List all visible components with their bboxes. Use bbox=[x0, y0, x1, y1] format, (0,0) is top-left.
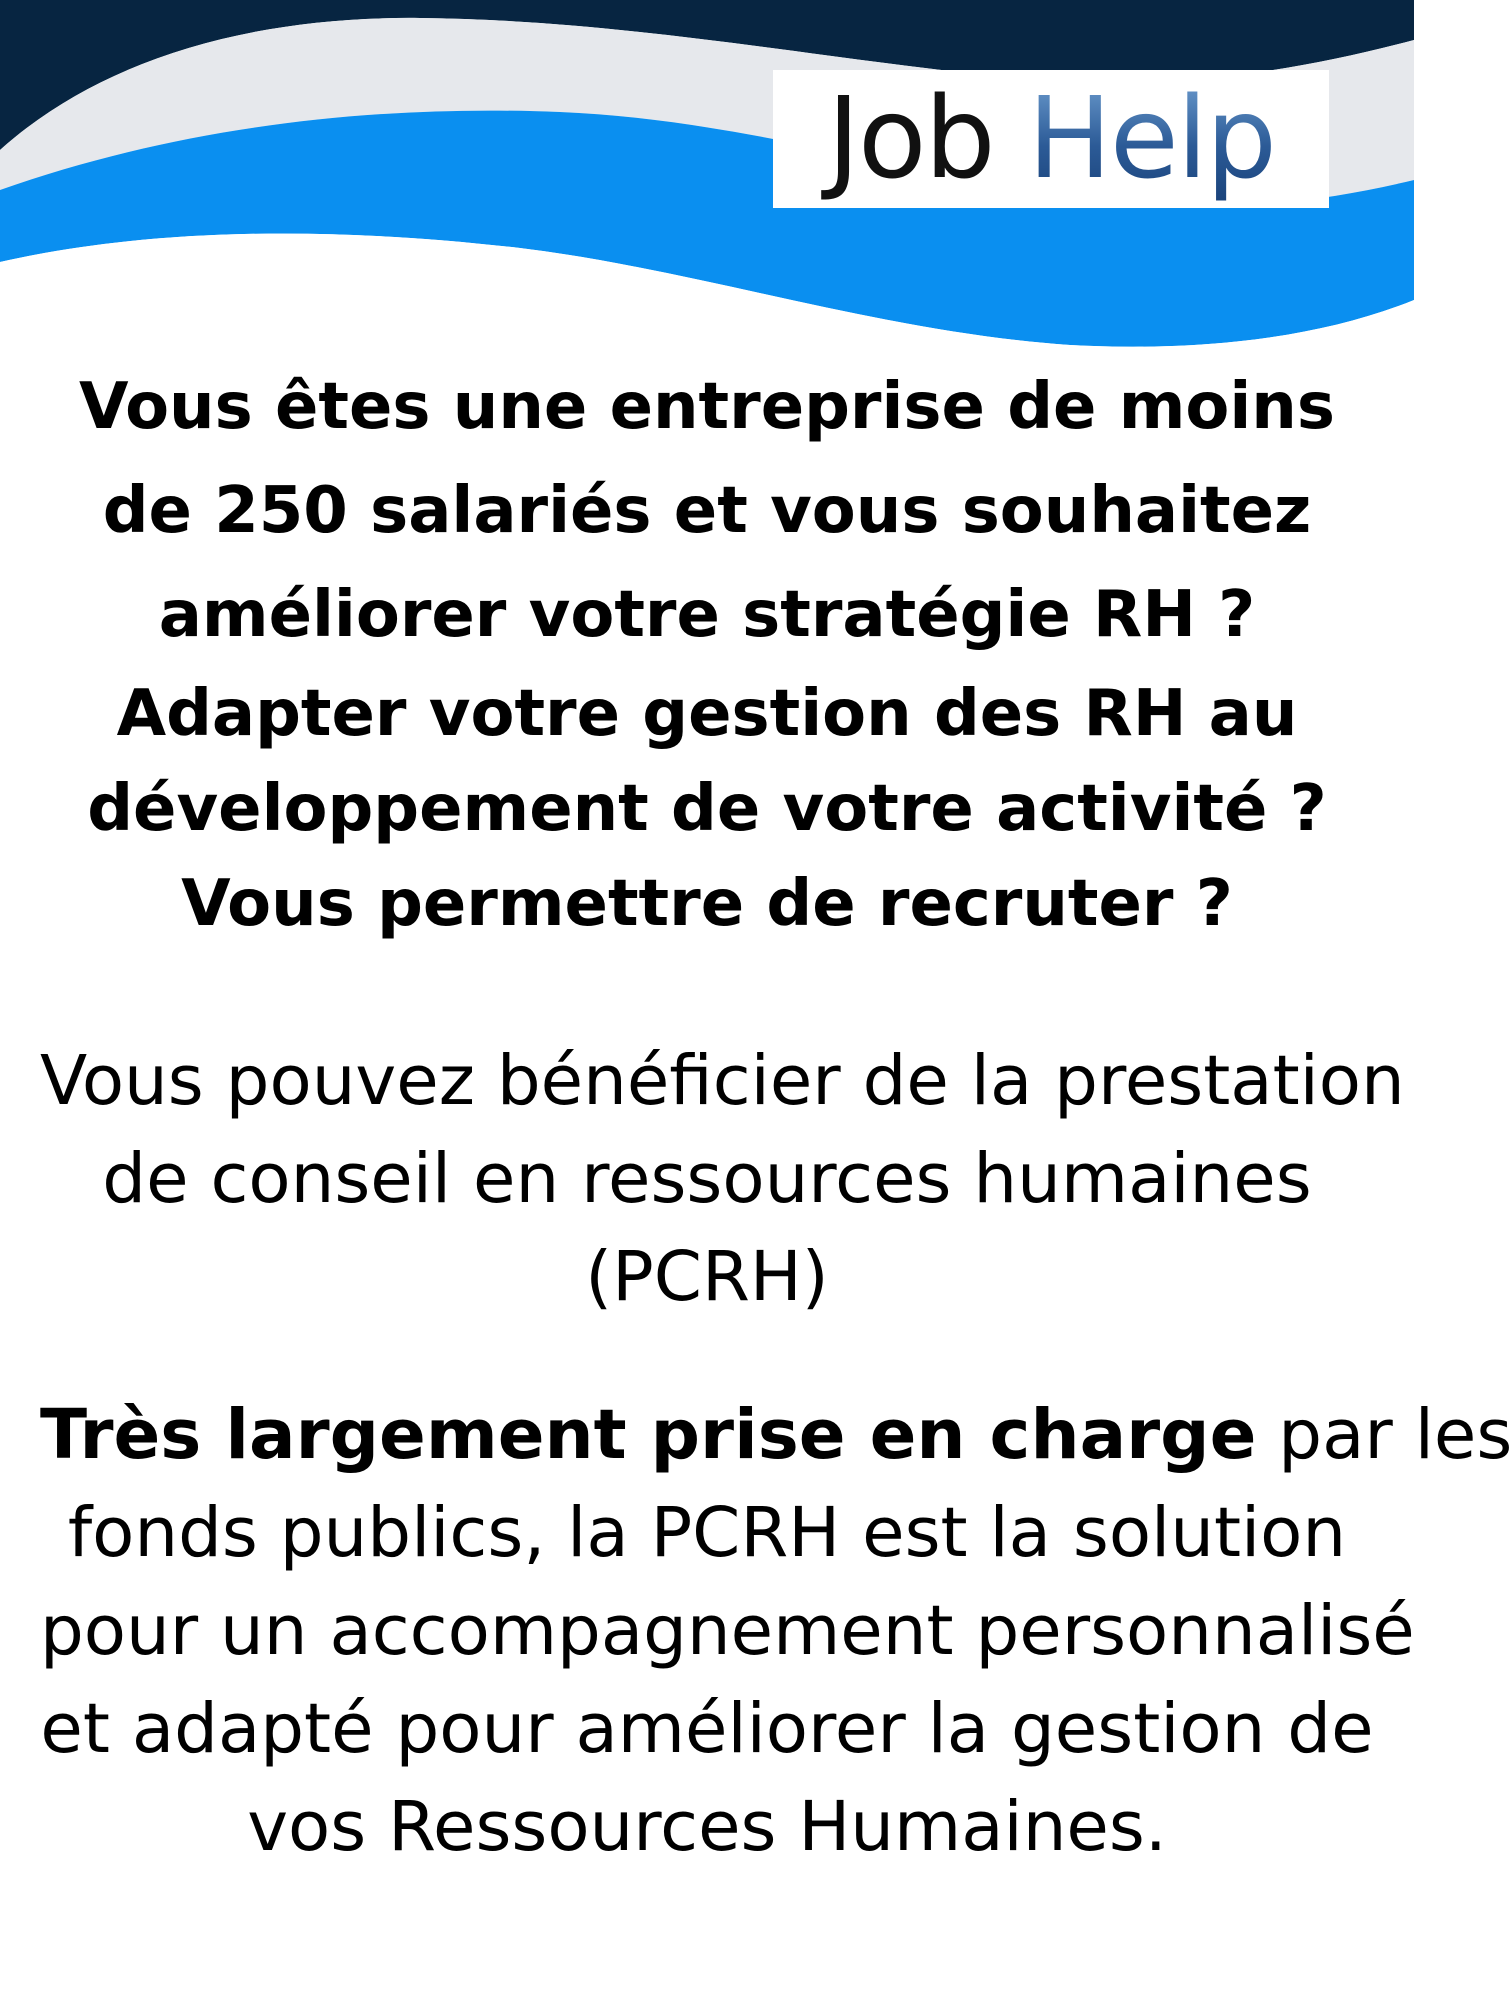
prestation-paragraph bbox=[40, 1032, 1405, 1326]
question-line: améliorer votre stratégie RH ? bbox=[158, 578, 1256, 652]
support-line-first-rest: par les bbox=[1256, 1395, 1512, 1475]
support-line: vos Ressources Humaines. bbox=[247, 1787, 1167, 1867]
question-line: Vous permettre de recruter ? bbox=[181, 867, 1233, 941]
question-line: développement de votre activité ? bbox=[87, 772, 1327, 846]
prestation-line: Vous pouvez bénéficier de la prestation bbox=[40, 1041, 1405, 1121]
question-line: de 250 salariés et vous souhaitez bbox=[102, 474, 1312, 548]
logo-word-job: Job bbox=[827, 74, 994, 204]
support-line: fonds publics, la PCRH est la solution bbox=[67, 1493, 1347, 1573]
support-line-first bbox=[40, 1386, 1512, 1484]
job-help-logo bbox=[773, 70, 1329, 208]
support-bold-lead: Très largement prise en charge bbox=[40, 1395, 1257, 1475]
support-line: pour un accompagnement personnalisé bbox=[40, 1591, 1415, 1671]
logo-word-help: Help bbox=[1027, 74, 1275, 204]
logo-text bbox=[827, 74, 1275, 204]
questions-block bbox=[40, 355, 1374, 952]
question-line: Adapter votre gestion des RH au bbox=[116, 677, 1298, 751]
prestation-line: de conseil en ressources humaines bbox=[102, 1139, 1312, 1219]
main-content bbox=[40, 355, 1512, 1876]
support-line: et adapté pour améliorer la gestion de bbox=[40, 1689, 1374, 1769]
question-line: Vous êtes une entreprise de moins bbox=[79, 370, 1335, 444]
prestation-line: (PCRH) bbox=[585, 1237, 829, 1317]
support-paragraph bbox=[40, 1386, 1512, 1876]
